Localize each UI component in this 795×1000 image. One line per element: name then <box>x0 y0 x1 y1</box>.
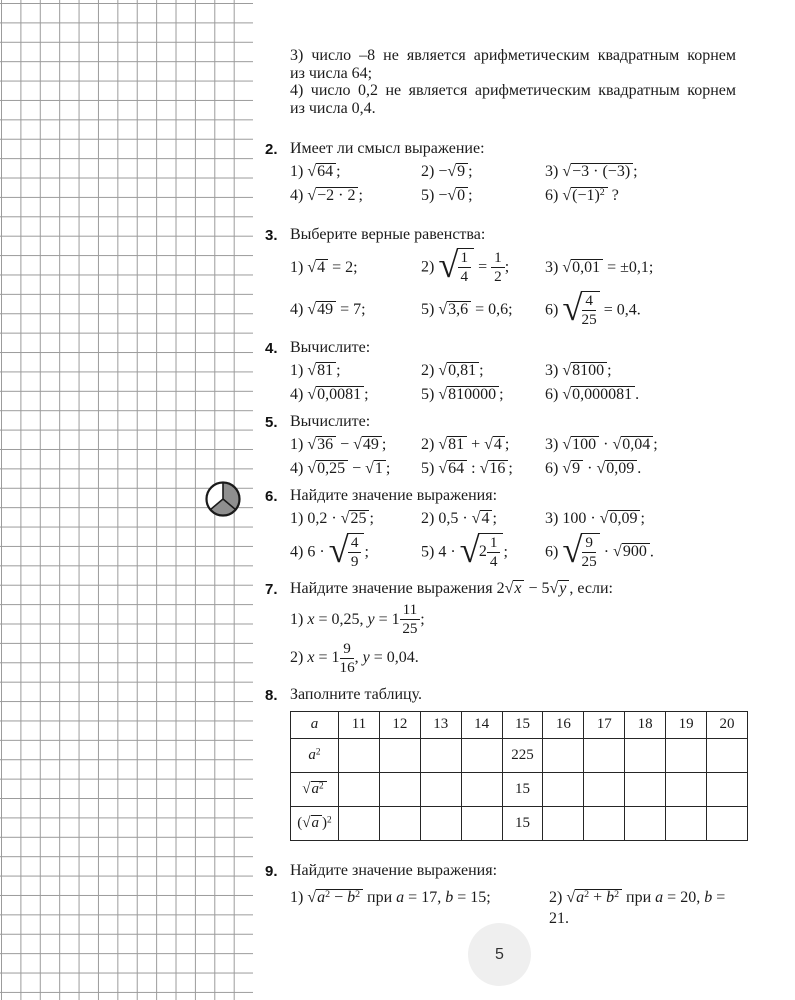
math-expression: 5) √ 3,6 = 0,6; <box>421 300 545 321</box>
item-number: 9. <box>265 863 278 880</box>
table-cell <box>461 773 502 807</box>
math-expression: 4) √ 49 = 7; <box>290 300 421 321</box>
table-cell <box>461 807 502 841</box>
item-body <box>290 412 735 480</box>
math-expression: 3) √ 100 · √ 0,04 ; <box>545 435 735 456</box>
math-expression: 1) √ 36 − √ 49 ; <box>290 435 421 456</box>
table-row <box>291 739 748 773</box>
math-expression: 4) 6 · √ 4 9 ; <box>290 533 421 573</box>
table-cell <box>543 807 584 841</box>
table-header-cell: 14 <box>461 712 502 739</box>
expression-row <box>290 641 735 677</box>
table-cell <box>625 773 666 807</box>
table-cell: 225 <box>502 739 543 773</box>
math-expression: 5) √ 64 : √ 16 ; <box>421 459 545 480</box>
item-body <box>290 685 735 841</box>
math-expression: 6) √ 9 · √ 0,09 . <box>545 459 735 480</box>
expression-row <box>290 602 735 638</box>
table-cell <box>339 807 380 841</box>
intro-line: 3) число –8 не является арифметическим квадратным корнем <box>290 47 736 64</box>
math-expression: 4) √ 0,0081 ; <box>290 385 421 406</box>
item-title: Вычислите: <box>290 339 371 356</box>
table-cell: 15 <box>502 807 543 841</box>
math-expression: 4) √ 0,25 − √ 1 ; <box>290 459 421 480</box>
table-cell <box>707 739 748 773</box>
math-expression: 2) − √ 9 ; <box>421 162 545 183</box>
math-expression: 2) √ 81 + √ 4 ; <box>421 435 545 456</box>
item-number: 4. <box>265 340 278 357</box>
item-title: Найдите значение выражения: <box>290 487 498 504</box>
expression-row <box>290 291 735 331</box>
table-cell <box>584 773 625 807</box>
item1-continuation <box>290 47 736 117</box>
table-cell <box>584 739 625 773</box>
item-title: Вычислите: <box>290 413 371 430</box>
math-expression: 1) x = 0,25, y = 1 $\frac{11}{25}$ ; <box>290 601 425 638</box>
page-number-badge <box>468 923 531 986</box>
math-expression: 1) √ $a^2 - b^2$ при a = 17, b = 15; <box>290 888 549 909</box>
expression-row <box>290 248 735 288</box>
math-expression: 3) 100 · √ 0,09 ; <box>545 509 735 530</box>
expression-row <box>290 186 735 207</box>
math-expression: 5) 4 · √ 2 1 4 ; <box>421 533 545 573</box>
item-body <box>290 861 735 930</box>
table-cell <box>707 807 748 841</box>
table-row <box>291 807 748 841</box>
item-number: 2. <box>265 141 278 158</box>
math-expression: 2) 0,5 · √ 4 ; <box>421 509 545 530</box>
math-expression: 1) √ 4 = 2; <box>290 258 421 279</box>
math-expression: 2) √ 0,81 ; <box>421 361 545 382</box>
table-cell <box>420 739 461 773</box>
exercise-item-9 <box>265 861 735 930</box>
item-body <box>290 139 735 207</box>
item-title: Заполните таблицу. <box>290 686 422 703</box>
item-title: Найдите значение выражения 2 √ x − 5 √ y , если: <box>290 579 735 599</box>
row-label: $a^2$ <box>291 739 339 773</box>
table-header-cell: 20 <box>707 712 748 739</box>
table-header-cell: 12 <box>379 712 420 739</box>
item-body <box>290 579 735 677</box>
math-expression: 2) x = 1 $\frac{9}{16}$ , y = 0,04. <box>290 639 419 677</box>
intro-line: из числа 64; <box>290 64 373 82</box>
item-number: 3. <box>265 227 278 244</box>
table-cell <box>379 807 420 841</box>
expression-row <box>290 435 735 456</box>
math-expression: 1) √ 64 ; <box>290 162 421 183</box>
expression-row <box>290 509 735 530</box>
math-expression: 2) √ $a^2 + b^2$ при a = 20, b = 21. <box>549 888 735 930</box>
expression-row <box>290 533 735 573</box>
item-body <box>290 486 735 573</box>
intro-line: из числа 0,4. <box>290 99 376 117</box>
intro-line: 4) число 0,2 не является арифметическим квадратным корнем <box>290 82 736 100</box>
item-number: 5. <box>265 414 278 431</box>
values-table <box>290 711 748 841</box>
expression-row <box>290 361 735 382</box>
math-expression: 5) √ 810000 ; <box>421 385 545 406</box>
math-expression: 3) √ −3 · (−3) ; <box>545 162 735 183</box>
math-expression: 3) √ 8100 ; <box>545 361 735 382</box>
table-header-cell: 19 <box>666 712 707 739</box>
math-expression: 3) √ 0,01 = ±0,1; <box>545 258 735 279</box>
math-expression: 6) √ 9 25 · √ 900 . <box>545 533 735 573</box>
math-expression: 6) √ 0,000081 . <box>545 385 735 406</box>
expression-row <box>290 385 735 406</box>
item-number: 8. <box>265 687 278 704</box>
item-title: Имеет ли смысл выражение: <box>290 140 485 157</box>
math-expression: 4) √ −2 · 2 ; <box>290 186 421 207</box>
page-number: 5 <box>495 945 504 963</box>
table-cell <box>666 739 707 773</box>
table-cell <box>625 807 666 841</box>
exercise-item-3 <box>265 225 735 331</box>
exercise-item-7 <box>265 579 735 677</box>
table-header-cell: 18 <box>625 712 666 739</box>
row-label: ( √ a )$^2$ <box>291 807 339 841</box>
math-expression: 6) √ $(-1)^2$ ? <box>545 186 735 207</box>
expression-row <box>290 162 735 183</box>
item-number: 6. <box>265 488 278 505</box>
table-cell <box>666 773 707 807</box>
table-cell <box>420 807 461 841</box>
table-header-cell: 16 <box>543 712 584 739</box>
table-row <box>291 773 748 807</box>
math-expression: 6) √ 4 25 = 0,4. <box>545 291 735 331</box>
row-label: √ $a^2$ <box>291 773 339 807</box>
table-header-cell: 17 <box>584 712 625 739</box>
table-cell: 15 <box>502 773 543 807</box>
expression-row <box>290 888 735 930</box>
item-body <box>290 338 735 406</box>
table-cell <box>584 807 625 841</box>
table-cell <box>543 773 584 807</box>
table-header-cell: a <box>291 712 339 739</box>
item-title: Найдите значение выражения: <box>290 862 498 879</box>
table-cell <box>339 739 380 773</box>
pie-three-sector-icon <box>204 480 242 518</box>
exercise-item-8 <box>265 685 735 841</box>
table-cell <box>379 773 420 807</box>
table-header-cell: 15 <box>502 712 543 739</box>
table-header-cell: 11 <box>339 712 380 739</box>
exercise-item-6 <box>265 486 735 573</box>
item-title: Выберите верные равенства: <box>290 226 486 243</box>
exercise-item-2 <box>265 139 735 207</box>
math-expression: 1) √ 81 ; <box>290 361 421 382</box>
exercises-content <box>265 0 735 1000</box>
table-cell <box>625 739 666 773</box>
table-cell <box>339 773 380 807</box>
item-number: 7. <box>265 581 278 598</box>
exercise-item-5 <box>265 412 735 480</box>
item-body <box>290 225 735 331</box>
table-cell <box>707 773 748 807</box>
math-expression: 2) √ 1 4 = $\frac{1}{2}$ ; <box>421 248 545 288</box>
expression-row <box>290 459 735 480</box>
exercise-item-4 <box>265 338 735 406</box>
table-header-cell: 13 <box>420 712 461 739</box>
table-cell <box>543 739 584 773</box>
table-cell <box>461 739 502 773</box>
math-expression: 1) 0,2 · √ 25 ; <box>290 509 421 530</box>
table-cell <box>666 807 707 841</box>
table-cell <box>420 773 461 807</box>
table-cell <box>379 739 420 773</box>
math-expression: 5) − √ 0 ; <box>421 186 545 207</box>
